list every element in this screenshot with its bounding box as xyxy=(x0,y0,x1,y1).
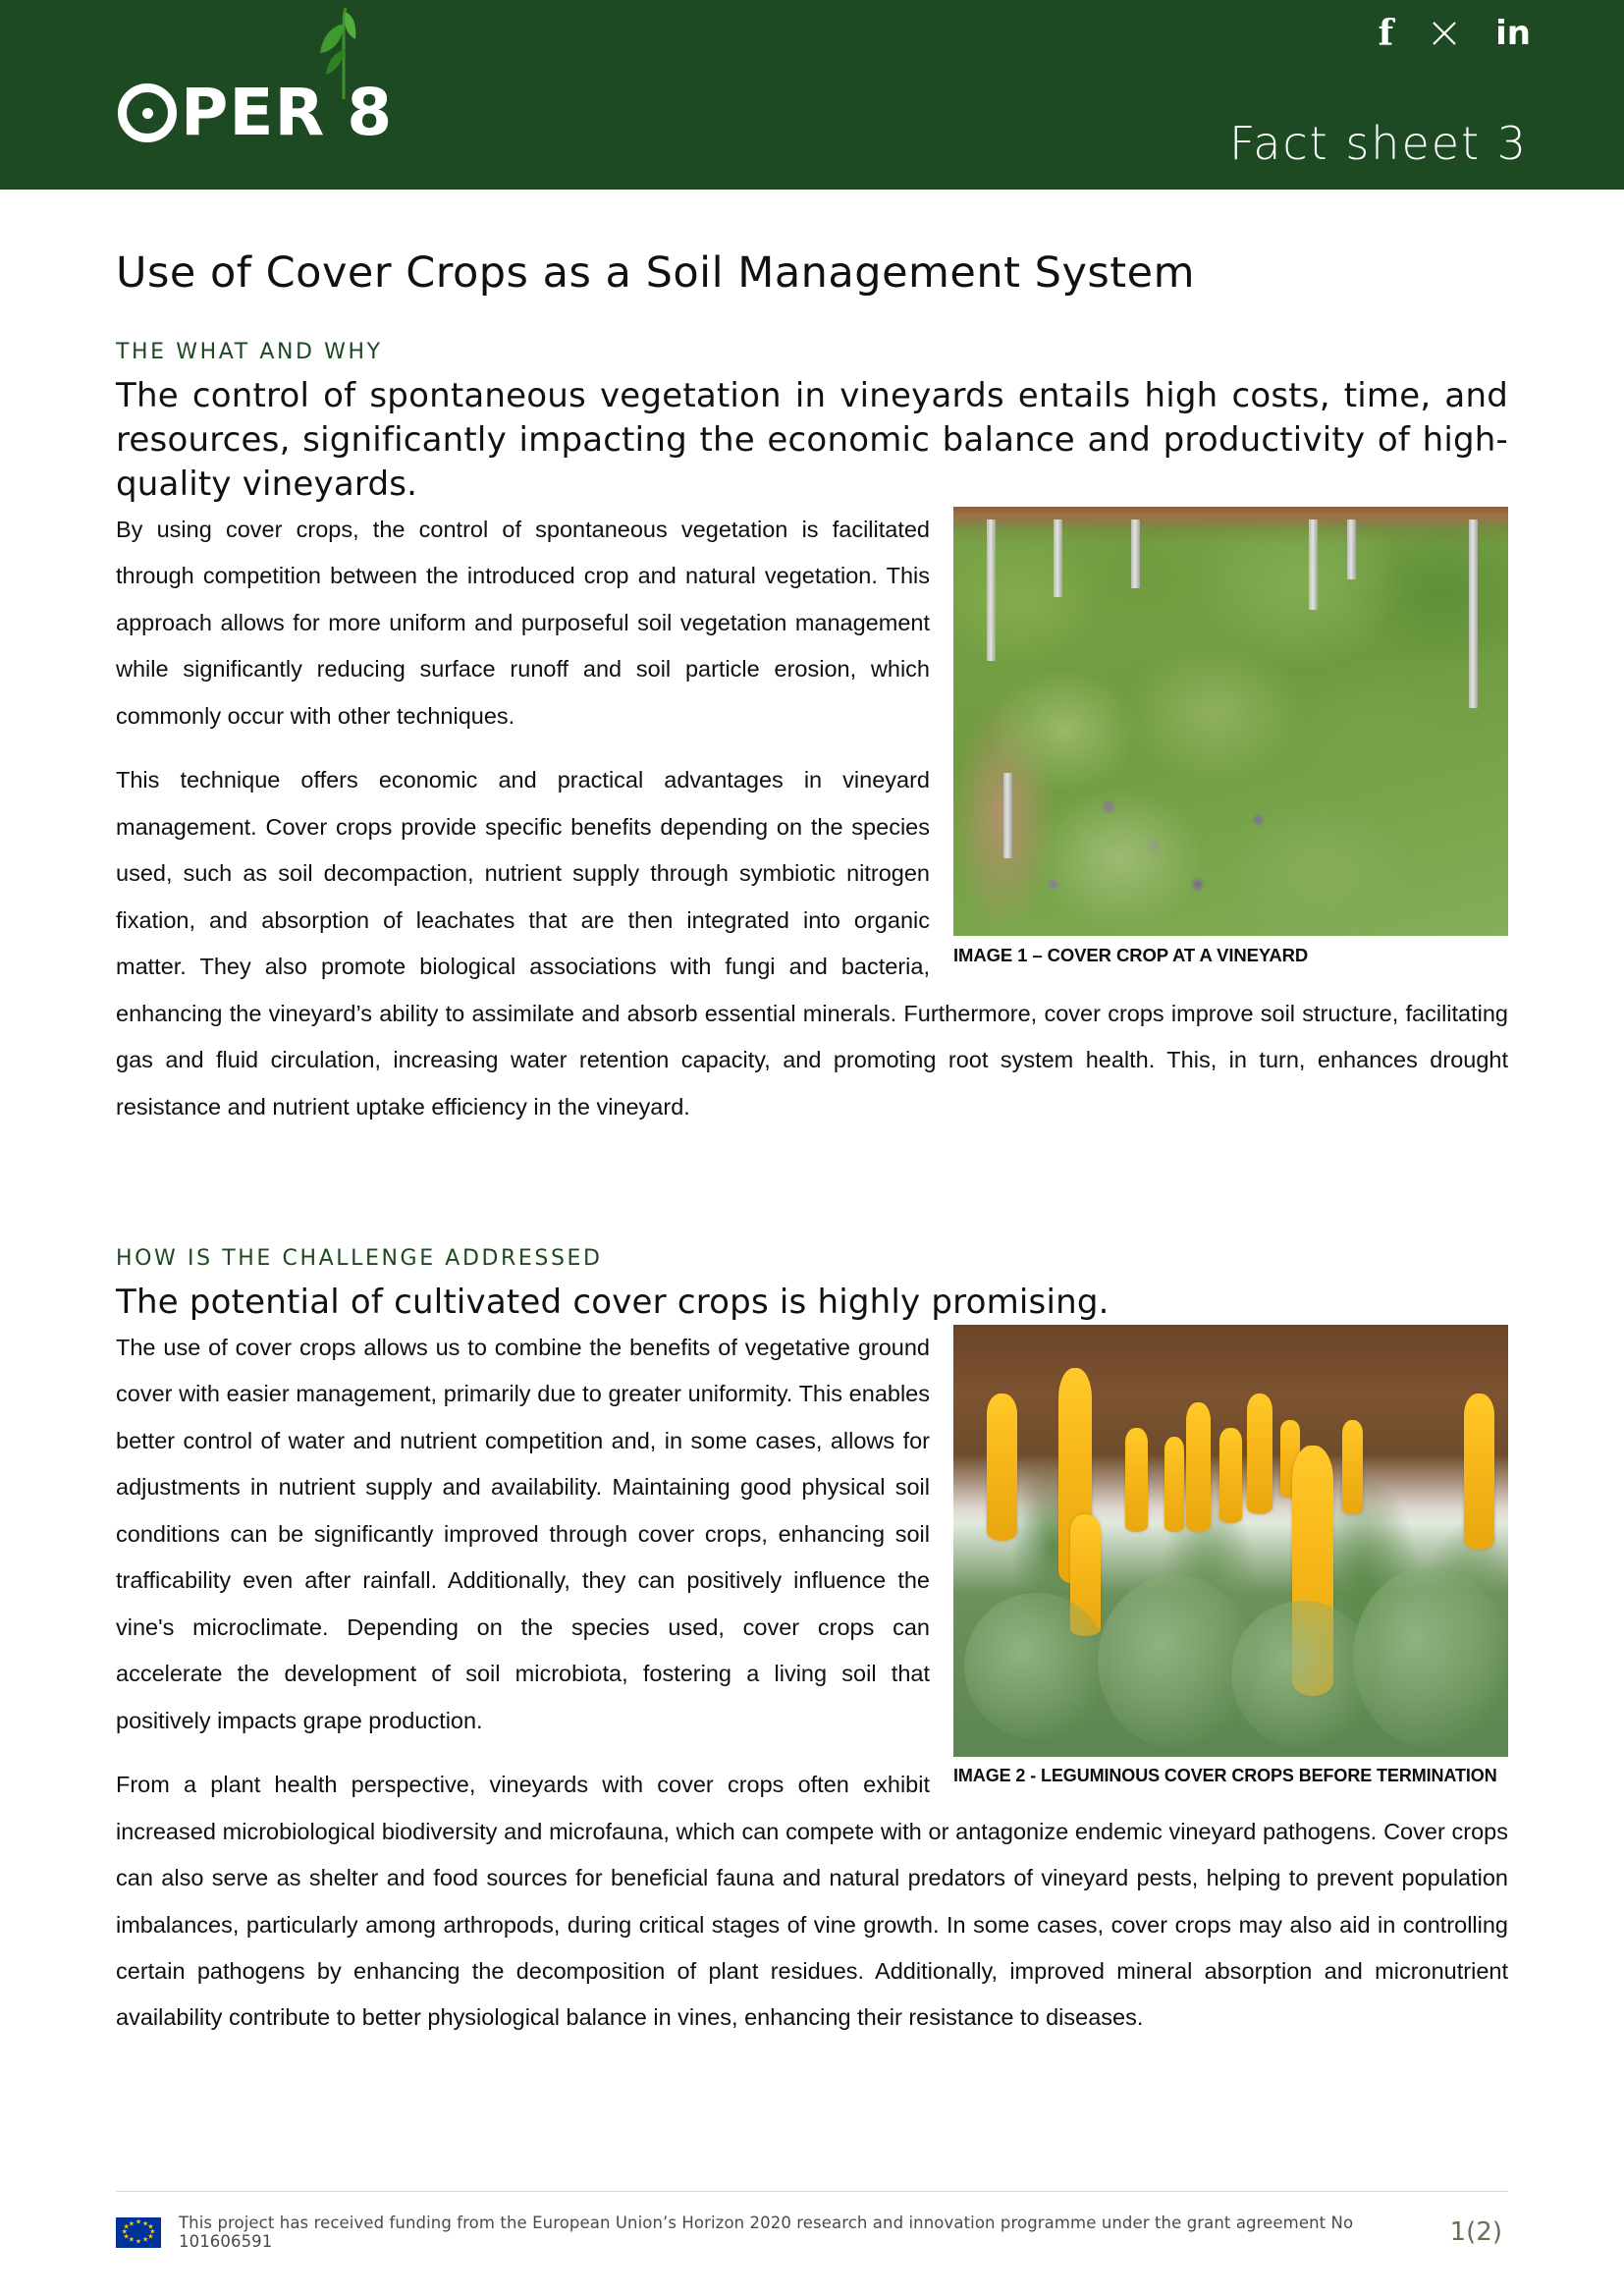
eu-star-icon: ★ xyxy=(123,2223,130,2231)
lupin-flower xyxy=(1219,1428,1242,1523)
eu-star-icon: ★ xyxy=(141,2220,149,2228)
eu-star-icon: ★ xyxy=(147,2223,154,2231)
paragraph: The use of cover crops allows us to combine the benefits of vegetative ground cover with easier management, primarily due to greater uniformity. This enables better control of water and nutrient competition and, in some cases, allows for adjustments in nutrient supply and availability. Maintaining good physical soil conditions can be significantly improved through cover crops, enhancing soil trafficability even after rainfall. Additionally, they can positively influence the vine's microclimate. Depending on the species used, cover crops can accelerate the development of soil microbiota, fostering a living soil that positively impacts grape production. xyxy=(116,1334,930,1733)
facebook-icon[interactable]: f xyxy=(1378,13,1394,54)
social-links xyxy=(1379,14,1531,53)
vineyard-post xyxy=(1054,519,1062,597)
footer-row xyxy=(116,2214,1508,2251)
european-union-flag-icon xyxy=(116,2217,161,2248)
vineyard-post xyxy=(1003,773,1012,858)
eu-star-icon: ★ xyxy=(128,2220,135,2228)
eu-star-icon: ★ xyxy=(123,2233,130,2241)
figure-caption: IMAGE 1 – COVER CROP AT A VINEYARD xyxy=(953,944,1309,965)
lupin-flower xyxy=(987,1394,1017,1541)
funding-statement: This project has received funding from the European Union’s Horizon 2020 research and innovation programme under the grant agreement No 101606591 xyxy=(179,2214,1354,2251)
eu-star-icon: ★ xyxy=(135,2238,142,2246)
page-footer xyxy=(0,2191,1624,2251)
lupin-flower xyxy=(1342,1420,1363,1515)
logo-per-letters: PER xyxy=(181,75,326,150)
section-lead: The potential of cultivated cover crops is highly promising. xyxy=(116,1283,1110,1323)
foliage-blob xyxy=(1098,1575,1253,1748)
eu-star-icon: ★ xyxy=(128,2236,135,2244)
photo-horizon-band xyxy=(953,507,1508,528)
lupin-flower xyxy=(1464,1394,1495,1549)
figure-image-2 xyxy=(953,1325,1508,1786)
paragraph: From a plant health perspective, vineyards with cover crops often exhibit increased microbiological biodiversity and microfauna, which can compete with or antagonize endemic vineyard pathogens. Cover crops can also serve as shelter and food sources for beneficial fauna and natural predators of vineyard pests, helping to prevent population imbalances, particularly among arthropods, during critical stages of vine growth. In some cases, cover crops may also aid in controlling certain pathogens by enhancing the decomposition of plant residues. Additionally, improved mineral absorption and micronutrient availability contribute to better physiological balance in vines, enhancing their resistance to diseases. xyxy=(116,1772,1508,2031)
footer-divider xyxy=(116,2191,1508,2192)
lupin-flower xyxy=(1247,1394,1272,1514)
eu-star-icon: ★ xyxy=(147,2233,154,2241)
section-what-and-why xyxy=(116,340,1508,1130)
section-how-addressed xyxy=(116,1246,1508,2042)
foliage-blob xyxy=(964,1593,1109,1740)
figure-caption: IMAGE 2 - LEGUMINOUS COVER CROPS BEFORE TERMINATION xyxy=(953,1765,1497,1785)
page-title: Use of Cover Crops as a Soil Management System xyxy=(116,248,1196,298)
page-content xyxy=(0,250,1624,2042)
figure-image-1 xyxy=(953,507,1508,966)
foliage-blob xyxy=(1353,1566,1508,1748)
vineyard-post xyxy=(987,519,996,661)
fact-sheet-label: Fact sheet 3 xyxy=(1228,117,1528,170)
vineyard-post xyxy=(1469,519,1478,708)
eu-star-icon: ★ xyxy=(135,2218,142,2226)
lupin-flower xyxy=(1164,1437,1184,1532)
logo-o-dot-icon xyxy=(142,108,153,119)
brand-logo[interactable] xyxy=(118,37,395,150)
eu-star-icon: ★ xyxy=(141,2236,149,2244)
eu-star-icon: ★ xyxy=(121,2228,128,2236)
lupin-flower xyxy=(1186,1402,1211,1532)
linkedin-icon[interactable]: in xyxy=(1495,14,1531,53)
sprout-leaf-icon xyxy=(314,6,373,99)
paragraph: By using cover crops, the control of spontaneous vegetation is facilitated through competition between the introduced crop and natural vegetation. This approach allows for more uniform and purposeful soil vegetation management while significantly reducing surface runoff and soil particle erosion, which commonly occur with other techniques. xyxy=(116,516,930,729)
cover-crop-vineyard-photo xyxy=(953,507,1508,936)
foliage-blob xyxy=(1231,1601,1376,1748)
page-number: 1(2) xyxy=(1449,2217,1502,2247)
vineyard-post xyxy=(1309,519,1318,610)
vineyard-post xyxy=(1131,519,1140,588)
section-kicker: THE WHAT AND WHY xyxy=(116,340,383,365)
page-header xyxy=(0,0,1624,190)
eu-star-icon: ★ xyxy=(149,2228,156,2236)
leguminous-yellow-lupin-photo xyxy=(953,1325,1508,1757)
logo-o-ring-icon xyxy=(118,83,177,142)
vineyard-post xyxy=(1347,519,1356,579)
section-lead: The control of spontaneous vegetation in vineyards entails high costs, time, and resources, significantly impacting the economic balance and productivity of high-quality vineyards. xyxy=(116,376,1508,505)
logo-eight-letter: 8 xyxy=(347,75,395,150)
x-twitter-icon[interactable] xyxy=(1431,14,1458,53)
section-spacer xyxy=(116,1130,1508,1203)
section-kicker: HOW IS THE CHALLENGE ADDRESSED xyxy=(116,1246,603,1272)
lupin-flower xyxy=(1125,1428,1148,1532)
paragraph: This technique offers economic and practical advantages in vineyard management. Cover crops provide specific benefits depending on the species used, such as soil decompaction, nutrient supply through symbiotic nitrogen fixation, and absorption of leachates that are then integrated into organic matter. They also promote biological associations with fungi and bacteria, enhancing the vineyard’s ability to assimilate and absorb essential minerals. Furthermore, cover crops improve soil structure, facilitating gas and fluid circulation, increasing water retention capacity, and promoting root system health. This, in turn, enhances drought resistance and nutrient uptake efficiency in the vineyard. xyxy=(116,767,1508,1120)
